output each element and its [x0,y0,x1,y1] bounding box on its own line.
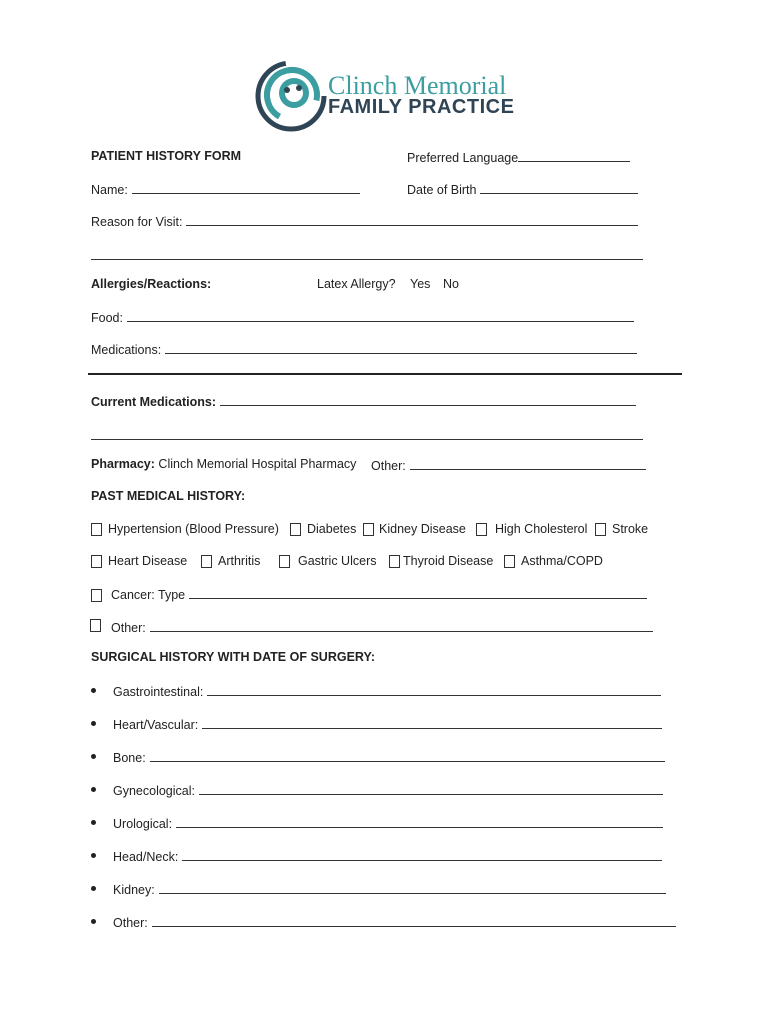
checkbox[interactable] [91,523,102,536]
pmh-heart-disease[interactable] [91,554,187,568]
dob-line[interactable] [480,181,638,194]
bullet-icon [91,688,96,693]
checkbox[interactable] [290,523,301,536]
pmh-kidney-disease[interactable] [363,522,466,536]
reason-label: Reason for Visit: [91,215,183,229]
pharmacy-other-field[interactable] [371,457,646,473]
logo-line2: FAMILY PRACTICE [328,96,515,118]
pmh-other-line[interactable] [150,619,653,632]
past-medical-history-heading: PAST MEDICAL HISTORY: [91,489,246,503]
preferred-language-field[interactable] [407,149,630,165]
checkbox[interactable] [279,555,290,568]
surgery-heart-vascular[interactable] [113,716,662,732]
pmh-label: Heart Disease [108,554,188,568]
pharmacy-label: Pharmacy: [91,457,155,471]
current-medications-line-2[interactable] [91,427,643,440]
surgery-label: Head/Neck: [113,850,179,864]
medication-allergy-field[interactable] [91,341,637,357]
section-divider [88,373,682,375]
name-field[interactable] [91,181,360,197]
checkbox[interactable] [363,523,374,536]
surgery-urological[interactable] [113,815,663,831]
pmh-label: Diabetes [307,522,357,536]
surgery-line[interactable] [159,881,666,894]
pmh-other[interactable] [90,616,653,635]
checkbox[interactable] [91,589,102,602]
pmh-label: Thyroid Disease [403,554,494,568]
reason-line[interactable] [186,213,638,226]
reason-field[interactable] [91,213,638,229]
surgery-other[interactable] [113,914,676,930]
pmh-label: Hypertension (Blood Pressure) [108,522,279,536]
surgery-label: Heart/Vascular: [113,718,199,732]
surgery-label: Gastrointestinal: [113,685,204,699]
pmh-label: Gastric Ulcers [298,554,377,568]
checkbox[interactable] [201,555,212,568]
latex-allergy-label: Latex Allergy? [317,277,396,291]
latex-no-option[interactable]: No [443,277,459,291]
name-label: Name: [91,183,128,197]
dob-field[interactable] [407,181,638,197]
pharmacy-other-label: Other: [371,459,406,473]
form-title: PATIENT HISTORY FORM [91,149,242,163]
clinic-logo [248,55,528,135]
food-allergy-field[interactable] [91,309,634,325]
pharmacy-row [91,457,356,471]
surgery-gynecological[interactable] [113,782,663,798]
bullet-icon [91,787,96,792]
reason-line-2[interactable] [91,247,643,260]
pmh-high-cholesterol[interactable] [476,522,587,536]
pmh-hypertension[interactable] [91,522,279,536]
current-medications-field[interactable] [91,393,636,409]
bullet-icon [91,721,96,726]
bullet-icon [91,754,96,759]
pharmacy-other-line[interactable] [410,457,646,470]
surgery-head-neck[interactable] [113,848,662,864]
surgery-line[interactable] [152,914,676,927]
pmh-label: Stroke [612,522,649,536]
surgery-bone[interactable] [113,749,665,765]
checkbox[interactable] [476,523,487,536]
checkbox[interactable] [389,555,400,568]
surgery-label: Urological: [113,817,173,831]
pmh-label: Kidney Disease [379,522,466,536]
preferred-language-label: Preferred Language [407,151,519,165]
logo-line1: Clinch Memorial [328,71,507,100]
pmh-label: Arthritis [218,554,261,568]
surgery-line[interactable] [202,716,662,729]
name-line[interactable] [132,181,360,194]
checkbox[interactable] [595,523,606,536]
surgery-line[interactable] [176,815,663,828]
bullet-icon [91,919,96,924]
logo-mark-icon [254,59,328,133]
surgery-label: Other: [113,916,148,930]
surgery-kidney[interactable] [113,881,666,897]
medications-allergy-label: Medications: [91,343,162,357]
pmh-asthma-copd[interactable] [504,554,603,568]
bullet-icon [91,886,96,891]
surgical-history-heading: SURGICAL HISTORY WITH DATE OF SURGERY: [91,650,376,664]
surgery-gastrointestinal[interactable] [113,683,661,699]
food-label: Food: [91,311,123,325]
surgery-line[interactable] [182,848,662,861]
surgery-line[interactable] [207,683,661,696]
pmh-thyroid-disease[interactable] [389,554,493,568]
surgery-line[interactable] [199,782,663,795]
current-medications-heading: Current Medications: [91,395,217,409]
medications-allergy-line[interactable] [165,341,637,354]
pmh-diabetes[interactable] [290,522,356,536]
allergies-heading: Allergies/Reactions: [91,277,212,291]
pmh-stroke[interactable] [595,522,648,536]
pmh-gastric-ulcers[interactable] [279,554,376,568]
pmh-label: Asthma/COPD [521,554,603,568]
preferred-language-line[interactable] [518,149,630,162]
checkbox[interactable] [504,555,515,568]
surgery-label: Bone: [113,751,146,765]
bullet-icon [91,853,96,858]
surgery-label: Kidney: [113,883,155,897]
pmh-other-label: Other: [111,621,146,635]
latex-yes-option[interactable]: Yes [410,277,431,291]
cancer-type-line[interactable] [189,586,647,599]
checkbox[interactable] [90,619,101,632]
pmh-label: High Cholesterol [495,522,588,536]
surgery-line[interactable] [150,749,665,762]
current-medications-line[interactable] [220,393,636,406]
checkbox[interactable] [91,555,102,568]
pmh-cancer-label: Cancer: Type [111,588,186,602]
pmh-arthritis[interactable] [201,554,260,568]
pharmacy-value: Clinch Memorial Hospital Pharmacy [158,457,357,471]
food-line[interactable] [127,309,634,322]
pmh-cancer[interactable] [91,586,647,602]
bullet-icon [91,820,96,825]
surgery-label: Gynecological: [113,784,195,798]
dob-label: Date of Birth [407,183,477,197]
